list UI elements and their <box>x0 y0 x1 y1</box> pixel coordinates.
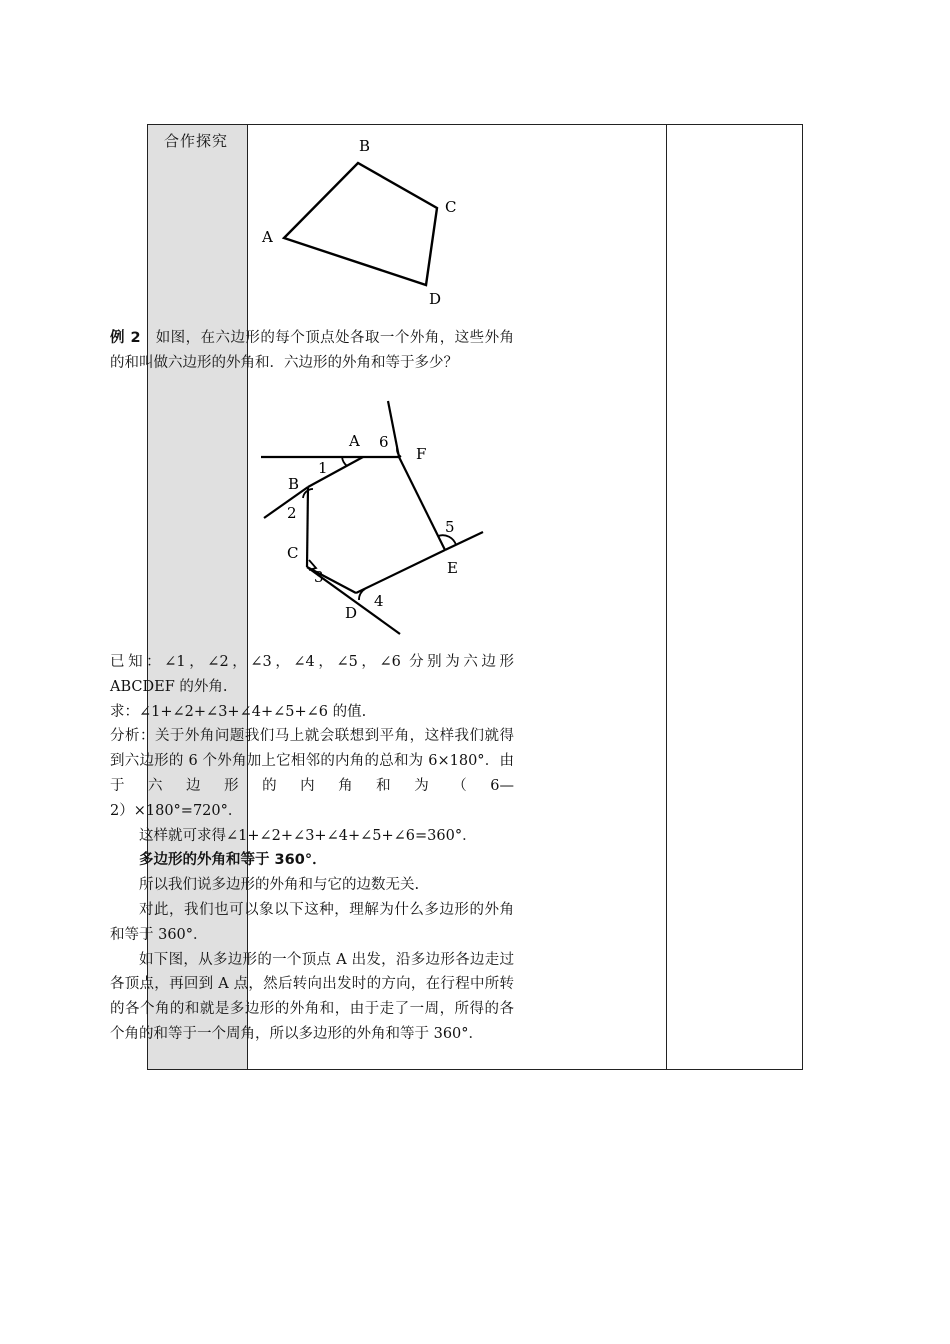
example-question: 如图，在六边形的每个顶点处各取一个外角，这些外角的和叫做六边形的外角和．六边形的外角和等于多少？ <box>110 330 515 371</box>
analysis-paragraph: 分析：关于外角问题我们马上就会联想到平角，这样我们就得到六边形的 6 个外角加上它相邻的内角的总和为 6×180°．由于六边形的内角和为（6— <box>110 728 514 794</box>
conclusion-line: 所以我们说多边形的外角和与它的边数无关. <box>139 877 420 894</box>
section-label: 合作探究 <box>164 132 229 150</box>
ask-line: 求：∠1+∠2+∠3+∠4+∠5+∠6 的值. <box>110 703 367 720</box>
vertex-label-d: D <box>429 290 442 308</box>
result-line: 这样就可求得∠1+∠2+∠3+∠4+∠5+∠6=360°． <box>139 827 477 844</box>
angle-label-6: 6 <box>379 433 389 451</box>
hex-vertex-e: E <box>447 559 458 577</box>
alternative-paragraph: 对此，我们也可以象以下这种，理解为什么多边形的外角和等于 360°． <box>110 901 514 943</box>
quadrilateral-figure <box>255 130 465 310</box>
analysis-end: 2）×180°=720°． <box>110 802 243 819</box>
vertex-label-c: C <box>445 198 457 216</box>
solution-block <box>110 650 514 1047</box>
hex-vertex-b: B <box>288 475 300 493</box>
angle-label-4: 4 <box>374 592 384 610</box>
angle-label-5: 5 <box>445 518 455 536</box>
quadrilateral-shape <box>284 163 437 285</box>
hex-vertex-a: A <box>349 432 360 450</box>
hex-vertex-f: F <box>416 445 427 463</box>
hex-vertex-c: C <box>287 544 299 562</box>
vertex-label-a: A <box>262 228 273 246</box>
angle-label-1: 1 <box>318 459 328 477</box>
hex-vertex-d: D <box>345 604 358 622</box>
angle-label-3: 3 <box>314 568 324 586</box>
given-line-1: 已知：∠1，∠2，∠3，∠4，∠5，∠6 分别为六边形 <box>110 654 514 670</box>
theorem-line: 多边形的外角和等于 360°． <box>139 852 327 869</box>
hexagon-figure <box>255 398 495 643</box>
given-line-2: ABCDEF 的外角. <box>110 678 228 695</box>
example-block <box>110 326 514 376</box>
explanation-paragraph: 如下图，从多边形的一个顶点 A 出发，沿多边形各边走过各顶点，再回到 A 点，然后转向出发时的方向，在行程中所转的各个角的和就是多边形的外角和，由于走了一周，所得的各个角的和等于一个周角，所以多边形的外角和等于 360°． <box>110 951 514 1042</box>
vertex-label-b: B <box>359 137 371 155</box>
angle-label-2: 2 <box>287 504 297 522</box>
notes-cell <box>666 124 803 1070</box>
example-title: 例 2 <box>110 330 141 346</box>
